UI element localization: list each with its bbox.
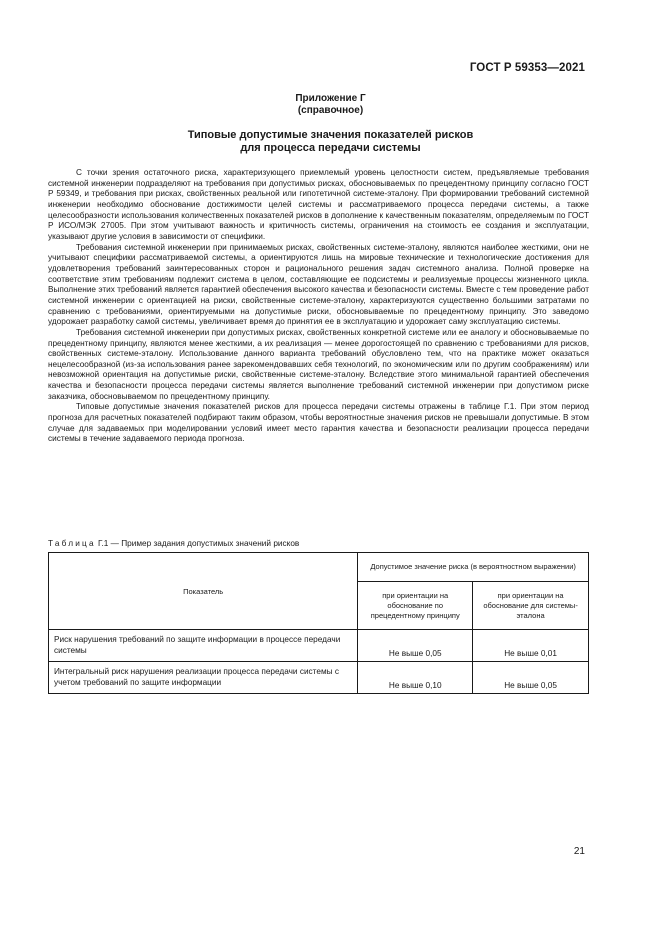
page-number: 21	[573, 846, 585, 857]
paragraph: С точки зрения остаточного риска, характеризующего приемлемый уровень целостности систем, предъявляемые требования системной инженерии подразделяют на требования при допустимых рисках, обосновываемых по прецедентному принципу согласно ГОСТ Р 59349, и требования при рисках, свойственных реальной или гипотетичной системе-эталону. При формировании требований системной инженерии необходимо обоснование достижимости целей системы и рассматриваемого процесса передачи системы, а также целесообразности использования количественных показателей рисков в дополнение к качественным показателям, определяемым по ГОСТ Р ИСО/МЭК 27005. При этом учитывают важность и критичность системы, ограничения на стоимость ее создания и эксплуатации, указывают другие условия в зависимости от специфики.	[48, 168, 589, 241]
header-indicator: Показатель	[49, 553, 358, 630]
section-heading-line-2: для процесса передачи системы	[240, 142, 421, 154]
paragraph: Типовые допустимые значения показателей рисков для процесса передачи системы отражены в таблице Г.1. При этом период прогноза для расчетных показателей подбирают таким образом, чтобы вероятностные значения рисков не превышали допустимые. В этом случае для задаваемых при моделировании условий имеет место гарантия качества и безопасности реализации процесса передачи системы в течение задаваемого периода прогноза.	[48, 402, 589, 444]
precedent-value-cell: Не выше 0,05	[358, 630, 473, 662]
table-row	[49, 630, 589, 662]
paragraph: Требования системной инженерии при принимаемых рисках, свойственных системе-эталону, являются наиболее жесткими, они не учитывают специфики рассматриваемой системы, а ориентируются лишь на мировые технические и технологические достижения для удовлетворения требований заинтересованных сторон и рационального решения задач системного анализа. Полной проверке на соответствие этим требованиям подлежит система в целом, составляющие ее подсистемы и реализуемые процессы жизненного цикла. Выполнение этих требований является гарантией обеспечения высокого качества и безопасности системы. Вместе с тем проведение работ системной инженерии с ориентацией на риски, свойственные системе-эталону, характеризуются существенно большими затратами по сравнению с требованиями, ориентируемыми на допустимые риски, обосновываемые по прецедентному принципу. Это заведомо удорожает разработку самой системы, увеличивает время до принятия ее в эксплуатацию и удорожает саму эксплуатацию системы.	[48, 242, 589, 327]
risk-values-table	[48, 552, 589, 694]
header-precedent-principle: при ориентации на обоснование по прецедентному принципу	[358, 582, 473, 630]
header-reference-system: при ориентации на обоснование для системы-эталона	[473, 582, 589, 630]
reference-value-cell: Не выше 0,01	[473, 630, 589, 662]
document-code: ГОСТ Р 59353—2021	[469, 62, 585, 74]
body-text	[48, 168, 589, 445]
header-permissible-value: Допустимое значение риска (в вероятностном выражении)	[358, 553, 589, 582]
paragraph: Требования системной инженерии при допустимых рисках, свойственных конкретной системе или ее аналогу и обосновываемые по прецедентному принципу, являются менее жесткими, а их реализация — менее дорогостоящей по сравнению с требованиями для рисков, свойственных системе-эталону. Использование данного варианта требований обусловлено тем, что на практике может оказаться нецелесообразной (из-за использования ранее зарекомендовавших себя технологий, по экономическим или по другим соображениям) или невозможной ориентация на допустимые риски, свойственные системе-эталону. Вследствие этого минимальной гарантией обеспечения качества и безопасности процесса передачи системы является выполнение требований системной инженерии при допустимом риске заказчика, обосновываемом по прецедентному принципу.	[48, 327, 589, 401]
indicator-cell: Риск нарушения требований по защите информации в процессе передачи системы	[49, 630, 358, 662]
table-caption-label: Таблица	[48, 539, 96, 548]
section-heading	[0, 129, 661, 155]
reference-value-cell: Не выше 0,05	[473, 662, 589, 694]
section-heading-line-1: Типовые допустимые значения показателей рисков	[187, 129, 474, 141]
table-caption	[48, 538, 299, 549]
appendix-subtitle: (справочное)	[297, 105, 364, 116]
appendix-title	[0, 93, 661, 117]
indicator-cell: Интегральный риск нарушения реализации процесса передачи системы с учетом требований по защите информации	[49, 662, 358, 694]
appendix-label: Приложение Г	[295, 93, 366, 104]
table-caption-text: Г.1 — Пример задания допустимых значений рисков	[98, 539, 300, 548]
table-row	[49, 662, 589, 694]
precedent-value-cell: Не выше 0,10	[358, 662, 473, 694]
